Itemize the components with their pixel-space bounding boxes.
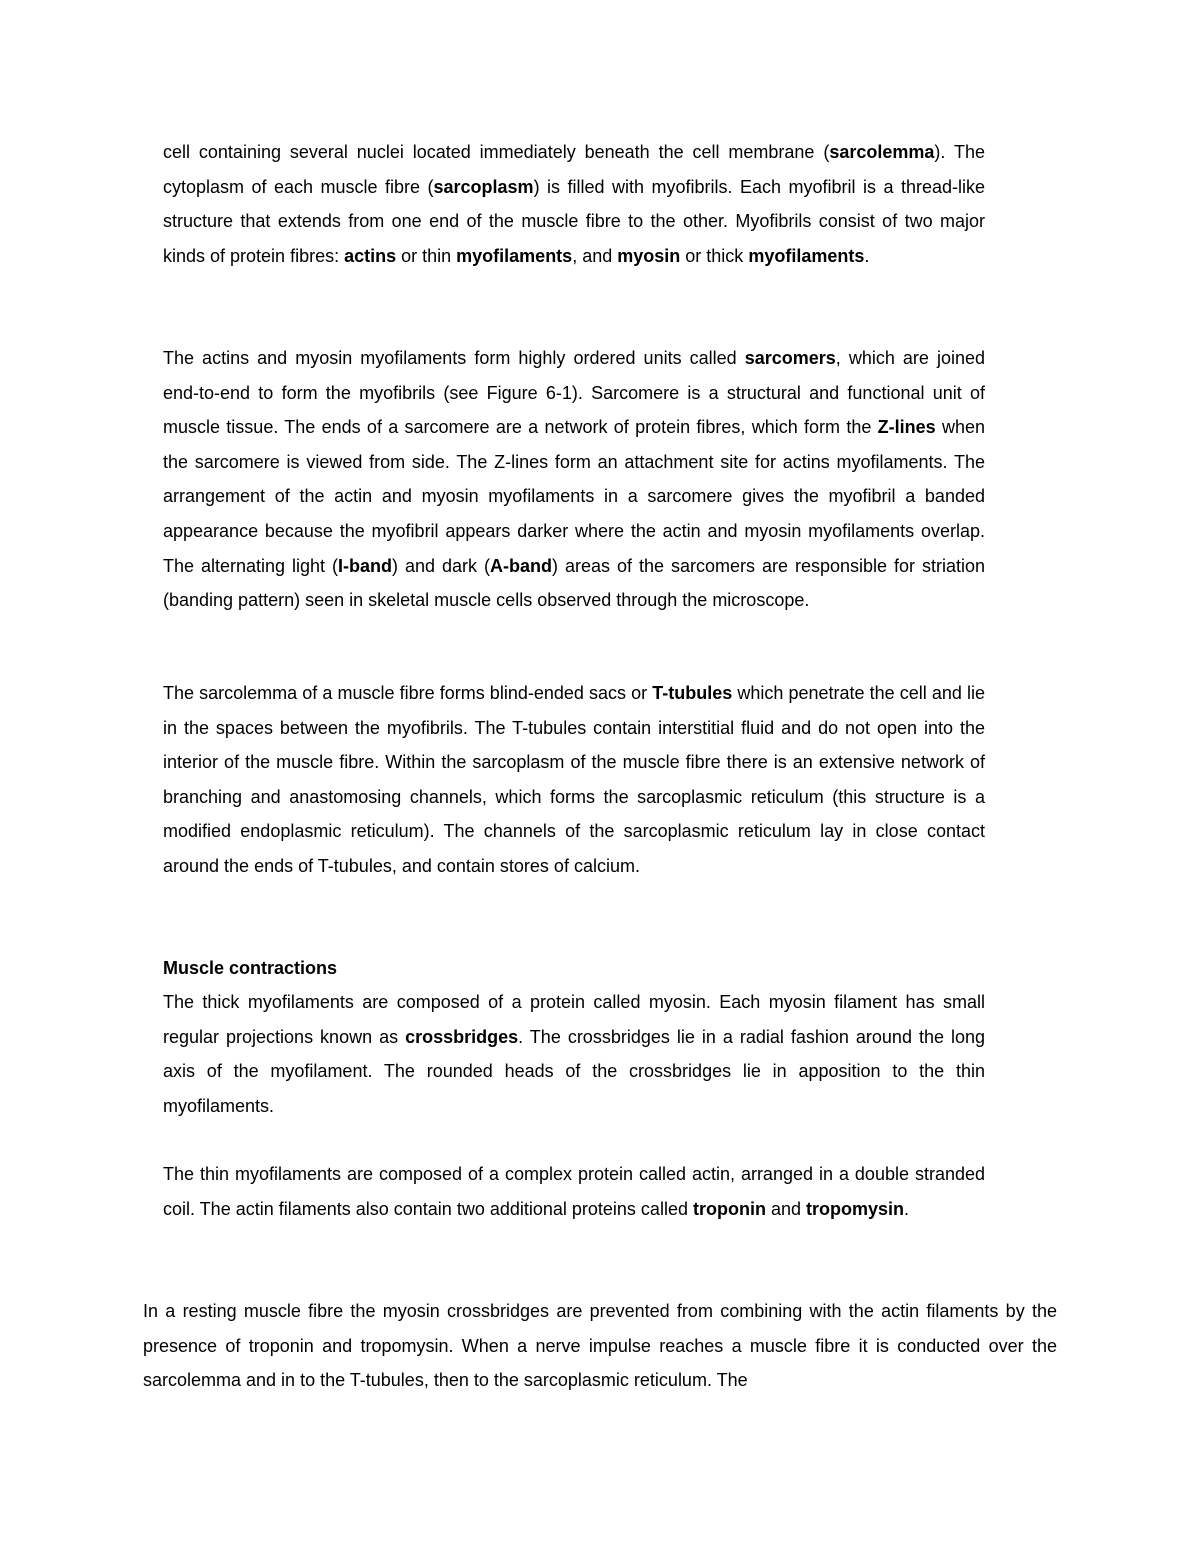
bold-term: I-band [338,555,393,576]
paragraph-t-tubules [163,676,985,884]
bold-term: myofilaments [456,245,573,266]
text-run: . [904,1198,910,1219]
text-run: . The crossbridges lie in a radial fashion around the long axis of the myofilament. The rounded heads of the crossbridges lie in apposition to the thin myofilaments. [163,1026,985,1116]
text-run: , which are joined end-to-end to form the myofibrils (see Figure 6-1). Sarcomere is a structural and functional unit of muscle tissue. The ends of a sarcomere are a network of protein fibres, which form the [163,348,985,438]
bold-term: sarcomers [744,348,836,368]
paragraph-resting-muscle-fibre [143,1294,1057,1398]
text-run: ) is filled with myofibrils. Each myofibril is a thread-like structure that extends from one end of the muscle fibre to the other. Myofibrils consist of two major kinds of protein fibres: [163,176,985,266]
text-run: or thin [396,245,457,266]
text-run: and [765,1198,806,1219]
bold-term: actins [344,245,397,266]
text-run: ). The cytoplasm of each muscle fibre ( [163,142,986,197]
text-run: The thin myofilaments are composed of a complex protein called actin, arranged in a double stranded coil. The actin filaments also contain two additional proteins called [163,1164,985,1219]
bold-term: sarcolemma [829,142,935,162]
text-run: In a resting muscle fibre the myosin crossbridges are prevented from combining with the actin filaments by the presence of troponin and tropomysin. When a nerve impulse reaches a muscle fibre it is conducted over the sarcolemma and in to the T-tubules, then to the sarcoplasmic reticulum. The [143,1301,1057,1391]
bold-term: sarcoplasm [433,176,534,197]
bold-term: Z-lines [877,417,936,438]
bold-term: T-tubules [652,683,733,703]
paragraph-thick-myofilaments [163,985,985,1123]
text-run: ) areas of the sarcomers are responsible for striation (banding pattern) seen in skeletal muscle cells observed through the microscope. [163,555,985,611]
text-run: or thick [680,245,749,266]
section-heading-muscle-contractions: Muscle contractions [163,958,338,978]
bold-term: troponin [692,1198,766,1219]
paragraph-thin-myofilaments [163,1157,985,1226]
bold-term: crossbridges [405,1026,519,1047]
text-run: The thick myofilaments are composed of a protein called myosin. Each myosin filament has small regular projections known as [163,992,985,1047]
text-run: ) and dark ( [392,555,490,576]
text-run: when the sarcomere is viewed from side. The Z-lines form an attachment site for actins myofilaments. The arrangement of the actin and myosin myofilaments in a sarcomere gives the myofibril a banded appearance because the myofibril appears darker where the actin and myosin myofilaments overlap. The alternating light ( [163,417,985,576]
text-run: . [864,245,870,266]
paragraph-sarcolemma [163,135,985,273]
text-run: cell containing several nuclei located immediately beneath the cell membrane ( [163,142,830,162]
bold-term: A-band [490,555,552,576]
paragraph-sarcomers [163,341,985,618]
text-run: The sarcolemma of a muscle fibre forms blind-ended sacs or [163,683,653,703]
text-run: , and [572,245,618,266]
text-run: The actins and myosin myofilaments form highly ordered units called [163,348,745,368]
text-run: which penetrate the cell and lie in the spaces between the myofibrils. The T-tubules contain interstitial fluid and do not open into the interior of the muscle fibre. Within the sarcoplasm of the muscle fibre there is an extensive network of branching and anastomosing channels, which forms the sarcoplasmic reticulum (this structure is a modified endoplasmic reticulum). The channels of the sarcoplasmic reticulum lay in close contact around the ends of T-tubules, and contain stores of calcium. [163,683,985,876]
bold-term: tropomysin [806,1198,905,1219]
bold-term: myosin [617,245,681,266]
bold-term: myofilaments [748,245,865,266]
